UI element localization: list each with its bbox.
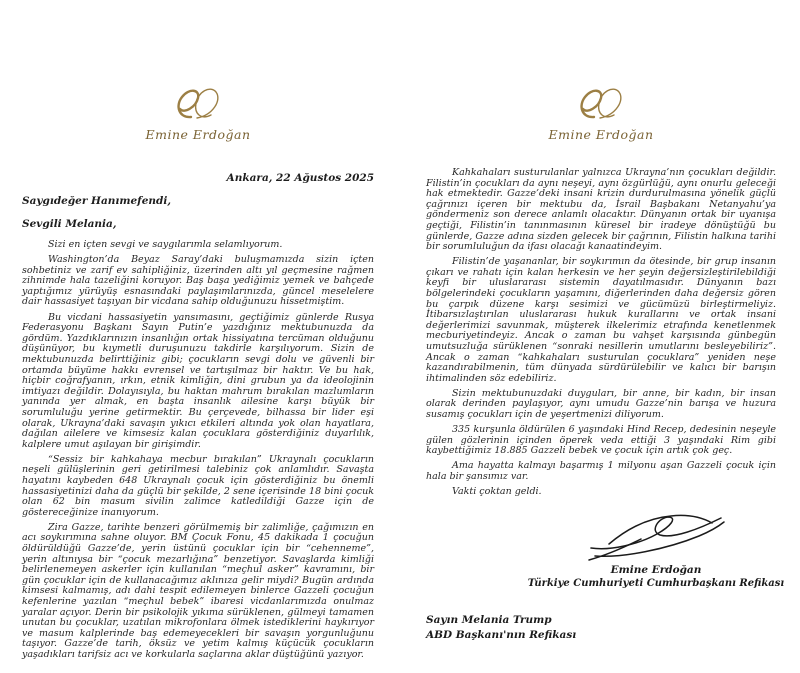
letter-body-left	[22, 240, 374, 661]
letter-page-2	[426, 0, 785, 643]
paragraph: Sizin mektubunuzdaki duyguları, bir anne, bir kadın, bir insan olarak derinden paylaşıyor, aynı umudu Gazze’nin barışa ve huzura susamış çocukları için de yeşertmenizi diliyorum.	[426, 387, 776, 421]
brand-name: Emine Erdoğan	[145, 127, 251, 142]
salutation-name: Sevgili Melania,	[22, 218, 117, 230]
brand-logo	[426, 84, 776, 142]
date-line: Ankara, 22 Ağustos 2025	[226, 172, 374, 184]
paragraph: “Sessiz bir kahkahaya mecbur bırakılan” Ukraynalı çocukların neşeli gülüşlerinin geri getirilmesi talebiniz çok anlamlıdır. Savaşta hayatını kaybeden 648 Ukraynalı çocuk için gösterdiğiniz bu önemli hassasiyetinizi daha da güçlü bir şekilde, 2 sene içerisinde 18 bini çocuk olan 62 bin masum sivilin zalimce katledildiği Gazze için de göstereceğinize inanıyorum.	[22, 453, 374, 518]
handwritten-signature-icon	[581, 506, 731, 562]
letter-page-1	[22, 0, 374, 665]
paragraph: Bu vicdani hassasiyetin yansımasını, geçtiğimiz günlerde Rusya Federasyonu Başkanı Sayın Putin’e yazdığınız mektubunuzda da gördüm. Yazdıklarınızın insanlığın ortak hissiyatına tercüman olduğunu düşünüyor, bu kıymetli duruşunuzu takdirle karşılıyorum. Sizin de mektubunuzda belirttiğiniz gibi; çocukların sevgi dolu ve güvenli bir ortamda büyüme hakkı evrensel ve tartışılmaz bir haktır. Ve bu hak, hiçbir coğrafyanın, ırkın, etnik kimliğin, dini grubun ya da ideolojinin imtiyazı değildir. Dolayısıyla, bu haktan mahrum bırakılan mazlumların yanında yer almak, en başta insanlık ailesine karşı büyük bir sorumluluğu yerine getirmektir. Bu çerçevede, bilhassa bir lider eşi olarak, Ukrayna’daki savaşın yıkıcı etkileri altında yok olan hayatlara, dağılan ailelere ve kimsesiz kalan çocuklara gösterdiğiniz duyarlılık, kalplere umut aşılayan bir girişimdir.	[22, 311, 374, 450]
letter-body-right	[426, 168, 776, 498]
paragraph: Ama hayatta kalmayı başarmış 1 milyonu aşan Gazzeli çocuk için hala bir şansımız var.	[426, 460, 776, 483]
paragraph: Kahkahaları susturulanlar yalnızca Ukrayna’nın çocukları değildir. Filistin’in çocukları da aynı neşeyi, aynı özgürlüğü, aynı onurlu geleceği hak etmektedir. Gazze’deki insani krizin durdurulmasına yönelik güçlü çağrınızı içeren bir mektubu da, İsrail Başbakanı Netanyahu’ya göndermeniz son derece anlamlı olacaktır. Dünyanın ortak bir uyanışa geçtiği, Filistin’in tanınmasının küresel bir iradeye dönüştüğü bu günlerde, Gazze adına sizden gelecek bir çağrının, Filistin halkına tarihi bir sorumluluğun da ifası olacağı kanaatindeyim.	[426, 167, 776, 253]
recipient-block	[426, 613, 776, 643]
brand-name: Emine Erdoğan	[548, 127, 654, 142]
ee-monogram-icon	[573, 84, 629, 122]
signature-title: Türkiye Cumhuriyeti Cumhurbaşkanı Refikası	[527, 577, 785, 589]
paragraph: Zira Gazze, tarihte benzeri görülmemiş bir zalimliğe, çağımızın en acı soykırımına sahne oluyor. BM Çocuk Fonu, 45 dakikada 1 çocuğun öldürüldüğü Gazze’de, yerin üstünü çocuklar için bir “cehenneme”, yerin altınıysa bir “çocuk mezarlığına” benzetiyor. Savaşlarda kimliği belirlenemeyen askerler için kullanılan “meçhul asker” kavramını, bir gün çocuklar için de kullanacağımız aklınıza gelir miydi? Bugün ardında kimsesi kalmamış, adı dahi tespit edilemeyen binlerce Gazzeli çocuğun kefenlerine yazılan “meçhul bebek” ibaresi vicdanlarımızda onulmaz yaralar açıyor. Derin bir psikolojik yıkıma sürüklenen, gülmeyi tamamen unutan bu çocuklar, uzatılan mikrofonlara ölmek istediklerini haykırıyor ve masum kalplerinde baş edemeyecekleri bir savaşın yorgunluğunu taşıyor. Gazze’de tarih, öksüz ve yetim kalmış küçücük çocukların yaşadıkları tarifsiz acı ve korkularla saçlarına aklar düştüğünü yazıyor.	[22, 521, 374, 660]
recipient-name: Sayın Melania Trump	[426, 613, 552, 626]
brand-logo	[22, 84, 374, 142]
closing-line: Vakti çoktan geldi.	[452, 486, 542, 498]
ee-monogram-icon	[170, 84, 226, 122]
paragraph: Washington’da Beyaz Saray’daki buluşmamızda sizin içten sohbetiniz ve zarif ev sahipliğiniz, üzerinden altı yıl geçmesine rağmen zihnimde hala tazeliğini koruyor. Baş başa yediğimiz yemek ve bahçede yaptığımız yürüyüş esnasındaki paylaşımlarınızda, güncel meselelere dair hassasiyet taşıyan bir vicdana sahip olduğunuzu hissetmiştim.	[22, 254, 374, 308]
signature-name: Emine Erdoğan	[610, 563, 702, 576]
recipient-title: ABD Başkanı'nın Refikası	[426, 628, 577, 641]
paragraph: 335 kurşunla öldürülen 6 yaşındaki Hind Recep, dedesinin neşeyle gülen gözlerinin içinden öperek veda ettiği 3 yaşındaki Rim gibi kaybettiğimiz 18.885 Gazzeli bebek ve çocuk için artık çok geç.	[426, 424, 776, 457]
paragraph: Sizi en içten sevgi ve saygılarımla selamlıyorum.	[48, 239, 283, 250]
paragraph: Filistin’de yaşananlar, bir soykırımın da ötesinde, bir grup insanın çıkarı ve rahatı için kalan herkesin ve her şeyin değersizleştirilebildiği keyfi bir uluslararası sistemin dayatılmasıdır. Dünyanın bazı bölgelerindeki çocukların yaşamını, diğerlerinden daha değersiz gören bu çarpık düzene karşı sesimizi ve gücümüzü birleştirmeliyiz. İtibarsızlaştırılan uluslararası hukuk kurallarını ve ortak insani değerlerimizi savunmak, müşterek ilkelerimiz etrafında kenetlenmek mecburiyetindeyiz. Ancak o zaman bu vahşet karşısında günbegün umutsuzluğa sürüklenen “sonraki nesillerin umutlarını besleyebiliriz”. Ancak o zaman “kahkahaları susturulan çocuklara” yeniden neşe kazandırabilmenin, tüm dünyada sürdürülebilir ve kalıcı bir barışın ihtimalinden söz edebiliriz.	[426, 256, 776, 384]
salutation-honorific: Saygıdeğer Hanımefendi,	[22, 195, 172, 207]
signature-block	[527, 506, 785, 589]
